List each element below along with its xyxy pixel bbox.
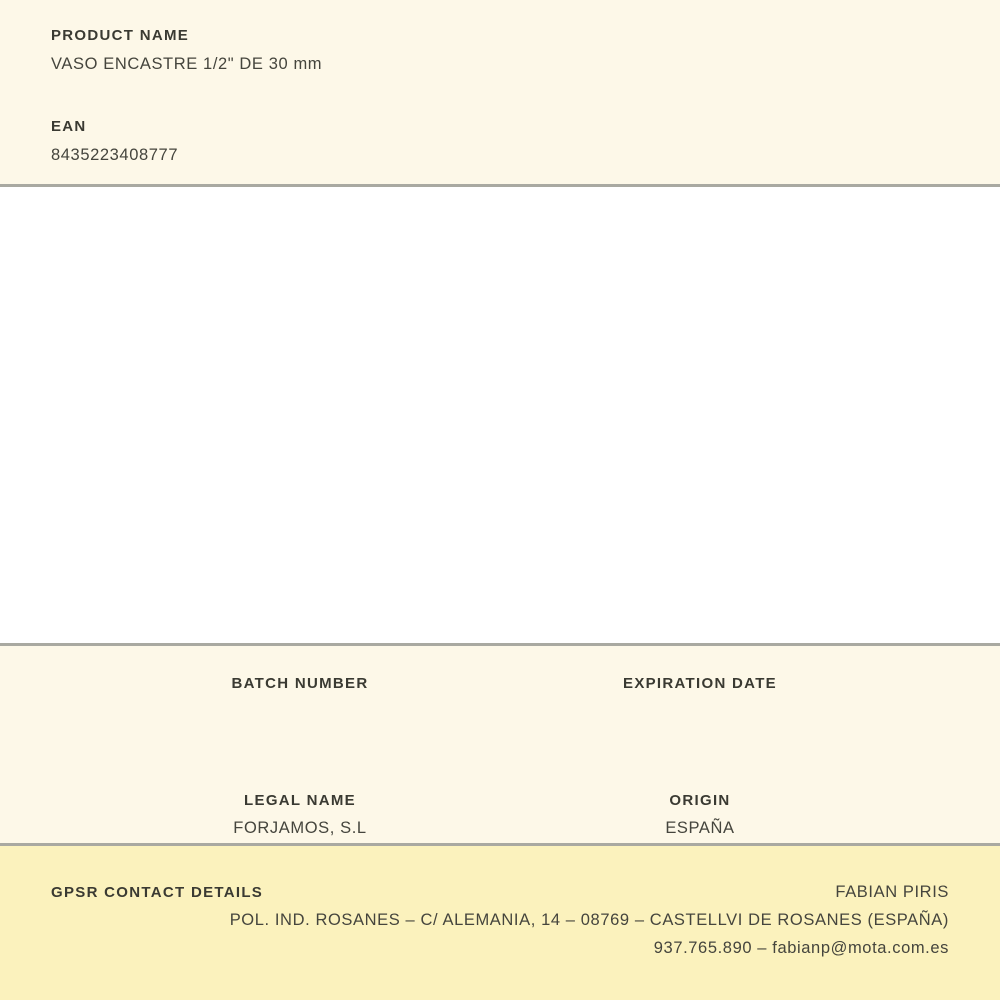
product-image-placeholder: [0, 187, 1000, 643]
expiration-date-field: [500, 676, 900, 720]
origin-value: ESPAÑA: [665, 819, 735, 837]
batch-number-value: [100, 703, 500, 720]
gpsr-contact-label: GPSR CONTACT DETAILS: [51, 884, 264, 901]
gpsr-contact-row: [51, 884, 949, 901]
gpsr-contact-section: [0, 846, 1000, 1000]
product-name-value: VASO ENCASTRE 1/2" DE 30 mm: [51, 55, 323, 73]
product-name-field: [51, 28, 949, 73]
legal-origin-row: [100, 793, 900, 837]
contact-person-name: FABIAN PIRIS: [835, 883, 949, 901]
origin-field: [500, 793, 900, 837]
batch-expiration-row: [100, 676, 900, 720]
batch-number-label: BATCH NUMBER: [231, 675, 369, 692]
origin-label: ORIGIN: [669, 792, 731, 809]
batch-number-field: [100, 676, 500, 720]
details-section: [0, 646, 1000, 843]
contact-phone-email: 937.765.890 – fabianp@mota.com.es: [653, 939, 949, 957]
ean-value: 8435223408777: [51, 146, 179, 164]
legal-name-label: LEGAL NAME: [244, 792, 356, 809]
expiration-date-label: EXPIRATION DATE: [623, 675, 777, 692]
product-section: [0, 0, 1000, 184]
ean-label: EAN: [51, 118, 87, 135]
legal-name-field: [100, 793, 500, 837]
ean-field: [51, 119, 949, 164]
spacer: [51, 73, 949, 119]
legal-name-value: FORJAMOS, S.L: [233, 819, 367, 837]
expiration-date-value: [500, 703, 900, 720]
product-name-label: PRODUCT NAME: [51, 27, 190, 44]
contact-address: POL. IND. ROSANES – C/ ALEMANIA, 14 – 08769 – CASTELLVI DE ROSANES (ESPAÑA): [229, 911, 949, 929]
